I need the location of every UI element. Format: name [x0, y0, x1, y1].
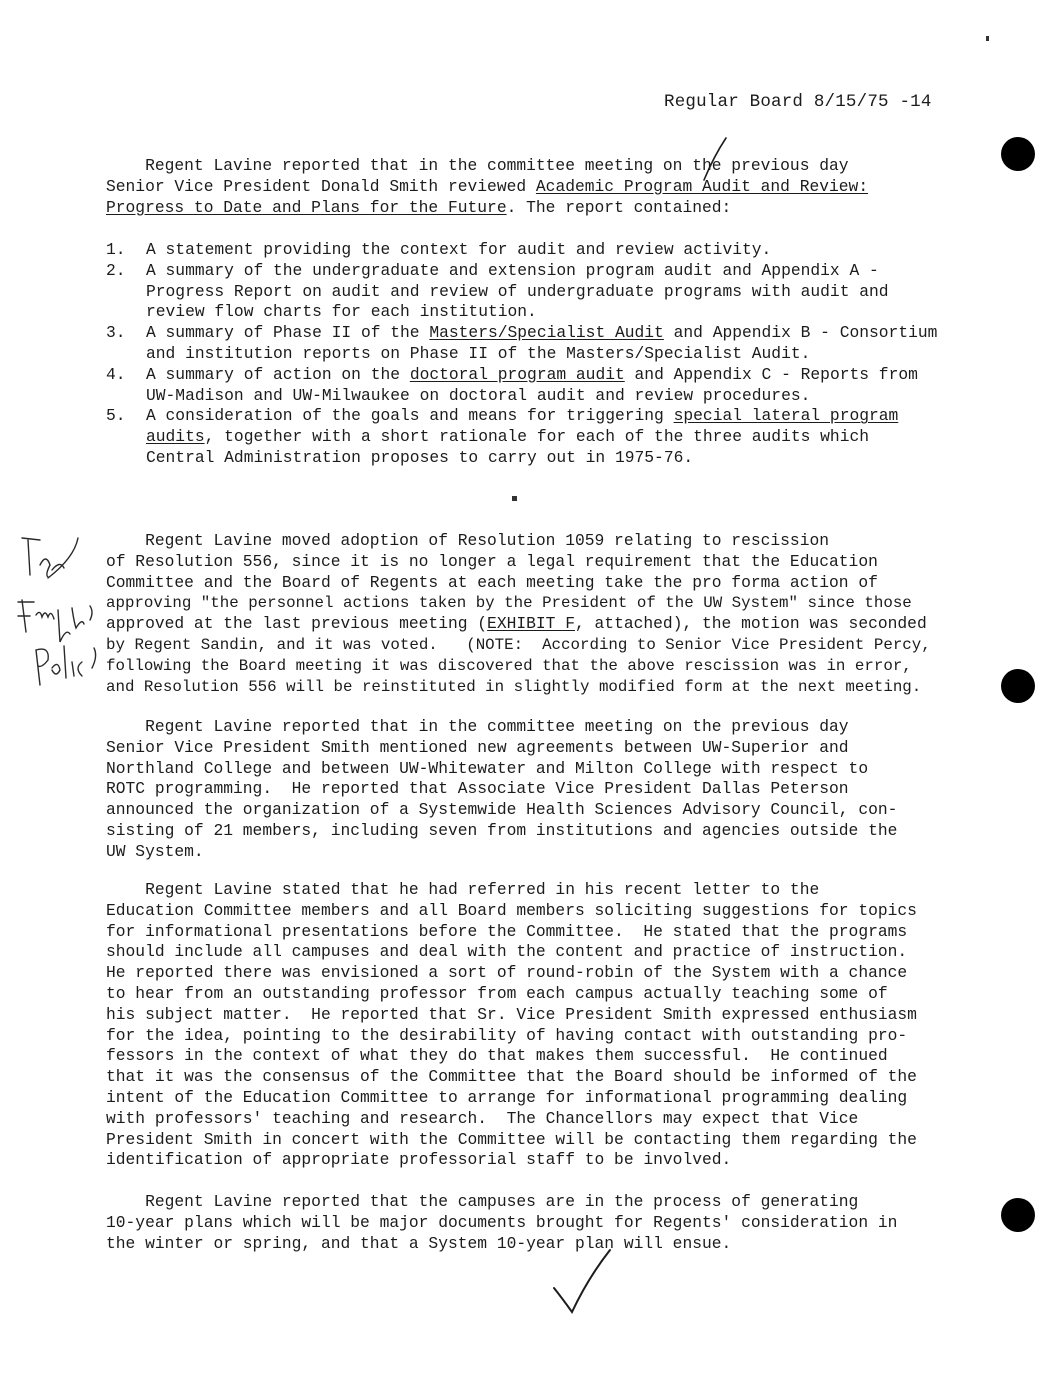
text-line: sisting of 21 members, including seven from institutions and agencies outside the — [106, 820, 898, 840]
handwritten-check-mark-icon — [548, 1246, 618, 1318]
text-line: Regent Lavine stated that he had referred in his recent letter to the — [106, 880, 820, 899]
handwritten-margin-note — [0, 520, 110, 700]
text-line: Senior Vice President Smith mentioned new agreements between UW-Superior and — [106, 737, 849, 757]
text-line: Progress to Date and Plans for the Future. The report contained: — [106, 197, 732, 217]
speck — [986, 36, 989, 41]
text-line: 10-year plans which will be major documents brought for Regents' consideration in — [106, 1212, 898, 1232]
binder-hole-dot — [1001, 137, 1035, 171]
list-item: 3. A summary of Phase II of the Masters/Specialist Audit and Appendix B - Consortium and institution reports on Phase II of the Masters/Specialist Audit. — [106, 323, 938, 363]
speck — [512, 496, 517, 501]
text-line: Regent Lavine reported that in the committee meeting on the previous day — [106, 156, 849, 175]
text-line: should include all campuses and deal with the content and practice of instruction. — [106, 942, 908, 962]
text-line: and Resolution 556 will be reinstituted in slightly modified form at the next meeting. — [106, 677, 922, 696]
text-line: for the idea, pointing to the desirability of having contact with outstanding pro- — [106, 1025, 908, 1045]
paragraph-resolution-1059 — [106, 531, 990, 697]
list-item: 5. A consideration of the goals and means for triggering special lateral program audits, together with a short rationale for each of the three audits which Central Administration proposes to carry out in 1975-76. — [106, 406, 899, 467]
text-line: by Regent Sandin, and it was voted. (NOTE: According to Senior Vice President Percy, — [106, 635, 931, 654]
paragraph-informational-presentations — [106, 880, 990, 1171]
text-line: He reported there was envisioned a sort of round-robin of the System with a chance — [106, 963, 908, 983]
text-line: approved at the last previous meeting (EXHIBIT F, attached), the motion was seconded — [106, 614, 927, 634]
report-title-underlined: Progress to Date and Plans for the Future — [106, 197, 507, 217]
text-line: Senior Vice President Donald Smith reviewed Academic Program Audit and Review: — [106, 176, 869, 196]
text-line: approving "the personnel actions taken by the President of the UW System" since those — [106, 594, 912, 613]
report-contents-list — [106, 240, 990, 469]
text-line: that it was the consensus of the Committee that the Board should be informed of the — [106, 1067, 917, 1087]
text-line: following the Board meeting it was discovered that the above rescission was in error, — [106, 656, 912, 675]
binder-hole-dot — [1001, 1198, 1035, 1232]
text-line: fessors in the context of what they do that makes them successful. He continued — [106, 1046, 888, 1066]
text-line: of Resolution 556, since it is no longer a legal requirement that the Education — [106, 551, 878, 571]
text-line: announced the organization of a Systemwide Health Sciences Advisory Council, con- — [106, 800, 898, 820]
text-line: his subject matter. He reported that Sr. Vice President Smith expressed enthusiasm — [106, 1004, 917, 1024]
text-line: Regent Lavine moved adoption of Resolution 1059 relating to rescission — [106, 531, 830, 550]
text-line: Education Committee members and all Board members soliciting suggestions for topics — [106, 900, 917, 920]
text-line: to hear from an outstanding professor from each campus actually teaching some of — [106, 983, 888, 1003]
page-header: Regular Board 8/15/75 -14 — [664, 92, 932, 112]
text-line: for informational presentations before the Committee. He stated that the programs — [106, 921, 908, 941]
text-line: ROTC programming. He reported that Associate Vice President Dallas Peterson — [106, 779, 849, 799]
exhibit-reference: EXHIBIT F — [487, 614, 575, 634]
paragraph-rotc-health-sciences — [106, 717, 990, 863]
text-line: Committee and the Board of Regents at each meeting take the pro forma action of — [106, 572, 878, 592]
text-line: UW System. — [106, 841, 204, 861]
text-line: Regent Lavine reported that the campuses are in the process of generating — [106, 1192, 859, 1211]
text-line: President Smith in concert with the Committee will be contacting them regarding the — [106, 1129, 917, 1149]
paragraph-committee-report — [106, 156, 990, 218]
text-line: identification of appropriate professorial staff to be involved. — [106, 1150, 732, 1170]
text-line: Regent Lavine reported that in the committee meeting on the previous day — [106, 717, 849, 736]
report-title-underlined: Academic Program Audit and Review: — [535, 176, 869, 196]
list-item: 4. A summary of action on the doctoral program audit and Appendix C - Reports from UW-Madison and UW-Milwaukee on doctoral audit and review procedures. — [106, 364, 918, 405]
text-line: Northland College and between UW-Whitewater and Milton College with respect to — [106, 758, 869, 778]
text-line: the winter or spring, and that a System 10-year plan will ensue. — [106, 1233, 732, 1253]
list-item: 2. A summary of the undergraduate and extension program audit and Appendix A - Progress Report on audit and review of undergraduate programs with audit and review flow charts for each institution. — [106, 260, 889, 322]
handwritten-tick-mark-icon — [700, 134, 730, 184]
text-line: intent of the Education Committee to arrange for informational programming dealing — [106, 1087, 908, 1107]
binder-hole-dot — [1001, 669, 1035, 703]
text-line: with professors' teaching and research. The Chancellors may expect that Vice — [106, 1108, 859, 1128]
list-item: 1. A statement providing the context for audit and review activity. — [106, 240, 772, 259]
